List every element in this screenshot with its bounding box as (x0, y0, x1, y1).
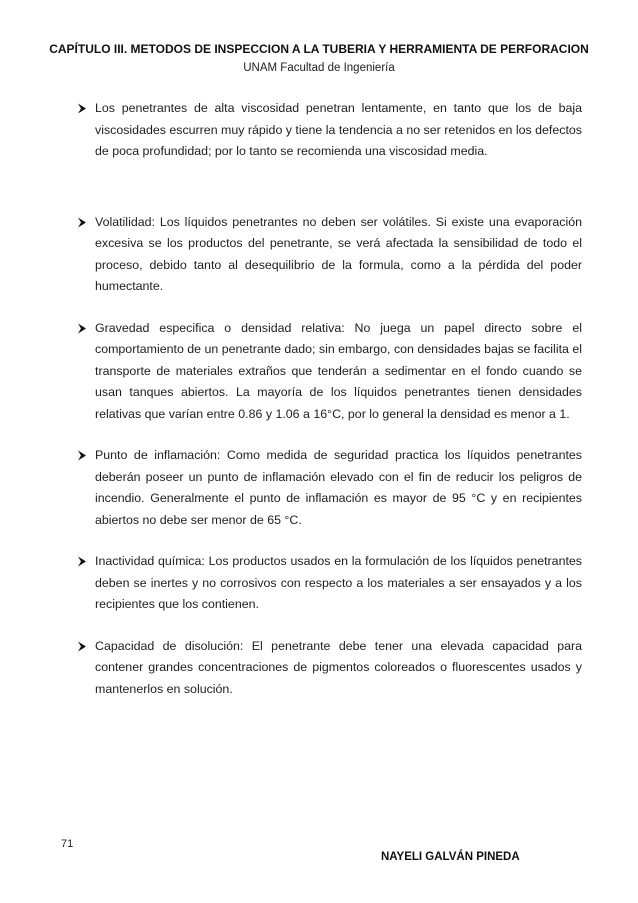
spacer (77, 298, 582, 318)
document-body (77, 98, 582, 700)
list-item-text: Inactividad química: Los productos usados en la formulación de los líquidos penetrantes deben se inertes y no corrosivos con respecto a los materiales a ser ensayados y a los recipientes que los contienen. (95, 554, 582, 611)
spacer (77, 531, 582, 551)
arrow-bullet-icon (77, 103, 87, 114)
arrow-bullet-icon (77, 641, 87, 652)
arrow-bullet-icon (77, 450, 87, 461)
list-item (77, 445, 582, 531)
arrow-bullet-icon (77, 323, 87, 334)
list-item-text: Punto de inflamación: Como medida de seguridad practica los líquidos penetrantes deberán poseer un punto de inflamación elevado con el fin de reducir los peligros de incendio. Generalmente el punto de inflamación es mayor de 95 °C y en recipientes abiertos no debe ser menor de 65 °C. (95, 448, 582, 527)
arrow-bullet-icon (77, 217, 87, 228)
list-item (77, 318, 582, 426)
spacer (77, 616, 582, 636)
list-item (77, 636, 582, 701)
list-item-text: Gravedad especifica o densidad relativa: No juega un papel directo sobre el comportamiento de un penetrante dado; sin embargo, con densidades bajas se facilita el transporte de materiales extraños que tenderán a sedimentar en el fondo cuando se usan tanques abiertos. La mayoría de los líquidos penetrantes tienen densidades relativas que varían entre 0.86 y 1.06 a 16°C, por lo general la densidad es menor a 1. (95, 320, 582, 421)
list-item (77, 98, 582, 163)
list-item (77, 212, 582, 298)
page-number: 71 (61, 838, 74, 850)
spacer (77, 163, 582, 212)
list-item (77, 551, 582, 616)
list-item-text: Los penetrantes de alta viscosidad penetran lentamente, en tanto que los de baja viscosidades escurren muy rápido y tiene la tendencia a no ser retenidos en los defectos de poca profundidad; por lo tanto se recomienda una viscosidad media. (95, 101, 582, 158)
list-item-text: Capacidad de disolución: El penetrante debe tener una elevada capacidad para contener grandes concentraciones de pigmentos coloreados o fluorescentes usados y mantenerlos en solución. (95, 638, 582, 696)
chapter-header-title: CAPÍTULO III. METODOS DE INSPECCION A LA TUBERIA Y HERRAMIENTA DE PERFORACION (49, 42, 589, 56)
spacer (77, 425, 582, 445)
chapter-header-subtitle: UNAM Facultad de Ingeniería (243, 62, 395, 74)
arrow-bullet-icon (77, 556, 87, 567)
author-name: NAYELI GALVÁN PINEDA (381, 851, 520, 863)
list-item-text: Volatilidad: Los líquidos penetrantes no deben ser volátiles. Si existe una evaporación excesiva se los productos del penetrante, se verá afectada la sensibilidad de todo el proceso, debido tanto al desequilibrio de la formula, como a la pérdida del poder humectante. (95, 214, 582, 293)
